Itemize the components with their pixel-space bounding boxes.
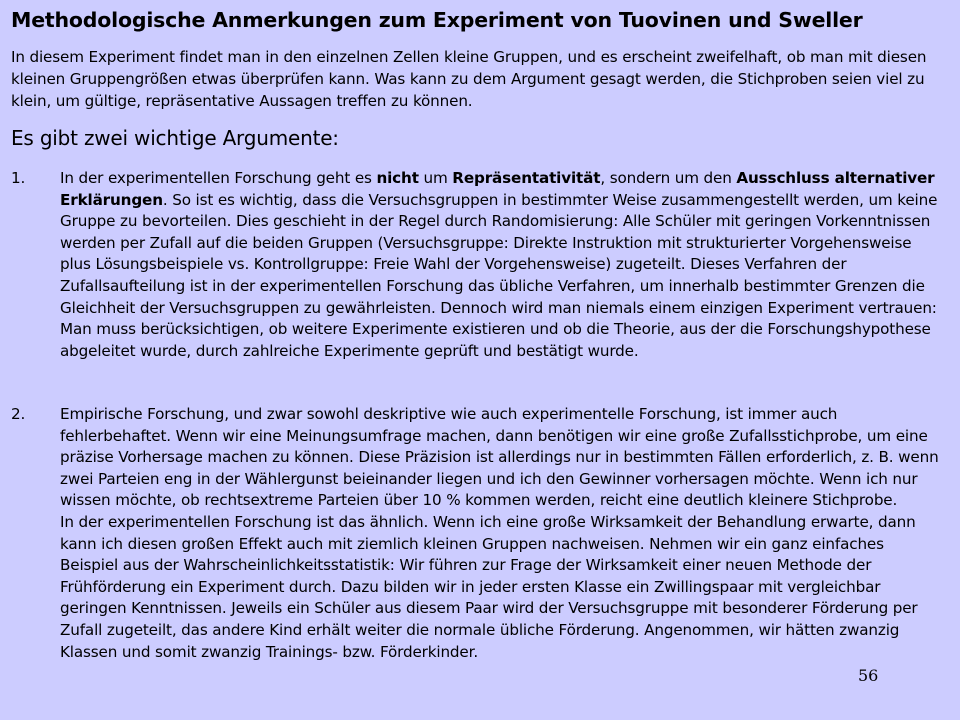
argument-2-paragraph-2: In der experimentellen Forschung ist das ähnlich. Wenn ich eine große Wirksamkeit der Behandlung erwarte, dann kann ich diesen großen Effekt auch mit ziemlich kleinen Gruppen nachweisen. Nehmen wir ein ganz einfaches Beispiel aus der Wahrscheinlichkeitsstatistik: Wir führen zur Frage der Wirksamkeit einer neuen Methode der Frühförderung ein Experiment durch. Dazu bilden wir in jeder ersten Klasse ein Zwillingspaar mit vergleichbar geringen Kenntnissen. Jeweils ein Schüler aus diesem Paar wird der Versuchsgruppe mit besonderer Förderung per Zufall zugeteilt, das andere Kind erhält weiter die normale übliche Förderung. Angenommen, wir hätten zwanzig Klassen und somit zwanzig Trainings- bzw. Förderkinder.: [60, 512, 918, 661]
slide-title: Methodologische Anmerkungen zum Experiment von Tuovinen und Sweller: [11, 8, 863, 32]
page-number: 56: [858, 666, 879, 685]
subheading: Es gibt zwei wichtige Argumente:: [11, 126, 339, 150]
argument-item-1: [11, 168, 946, 362]
argument-number-2: 2.: [11, 405, 26, 423]
argument-text-2: [60, 404, 946, 663]
argument-1-bold-nicht: nicht: [376, 169, 419, 187]
argument-1-segment: um: [418, 169, 453, 187]
argument-number-1: 1.: [11, 169, 26, 187]
argument-1-segment: . So ist es wichtig, dass die Versuchsgruppen in bestimmter Weise zusammengestellt werden, um keine Gruppe zu bevorteilen. Dies geschieht in der Regel durch Randomisierung: Alle Schüler mit geringen Vorkenntnissen werden per Zufall auf die beiden Gruppen (Versuchsgruppe: Direkte Instruktion mit strukturierter Vorgehensweise plus Lösungsbeispiele vs. Kontrollgruppe: Freie Wahl der Vorgehensweise) zugeteilt. Dieses Verfahren der Zufallsaufteilung ist in der experimentellen Forschung das übliche Verfahren, um innerhalb bestimmter Grenzen die Gleichheit der Versuchsgruppen zu gewährleisten. Dennoch wird man niemals einem einzigen Experiment vertrauen: Man muss berücksichtigen, ob weitere Experimente existieren und ob die Theorie, aus der die Forschungshypothese abgeleitet wurde, durch zahlreiche Experimente geprüft und bestätigt wurde.: [60, 190, 938, 360]
argument-text-1: [60, 168, 946, 362]
argument-1-segment: , sondern um den: [600, 169, 737, 187]
argument-1-bold-repraesentativitaet: Repräsentativität: [452, 169, 601, 187]
argument-2-paragraph-1: Empirische Forschung, und zwar sowohl deskriptive wie auch experimentelle Forschung, ist immer auch fehlerbehaftet. Wenn wir eine Meinungsumfrage machen, dann benötigen wir eine große Zufallsstichprobe, um eine präzise Vorhersage machen zu können. Diese Präzision ist allerdings nur in bestimmten Fällen erforderlich, z. B. wenn zwei Parteien eng in der Wählergunst beieinander liegen und ich den Gewinner vorhersagen möchte. Wenn ich nur wissen möchte, ob rechtsextreme Parteien über 10 % kommen werden, reicht eine deutlich kleinere Stichprobe.: [60, 405, 939, 510]
intro-paragraph: In diesem Experiment findet man in den einzelnen Zellen kleine Gruppen, und es erscheint zweifelhaft, ob man mit diesen kleinen Gruppengrößen etwas überprüfen kann. Was kann zu dem Argument gesagt werden, die Stichproben seien viel zu klein, um gültige, repräsentative Aussagen treffen zu können.: [11, 48, 927, 110]
argument-item-2: [11, 404, 946, 663]
argument-1-bold-ausschluss: Ausschluss alternativer Erklärungen: [60, 169, 935, 209]
argument-1-segment: In der experimentellen Forschung geht es: [60, 169, 377, 187]
